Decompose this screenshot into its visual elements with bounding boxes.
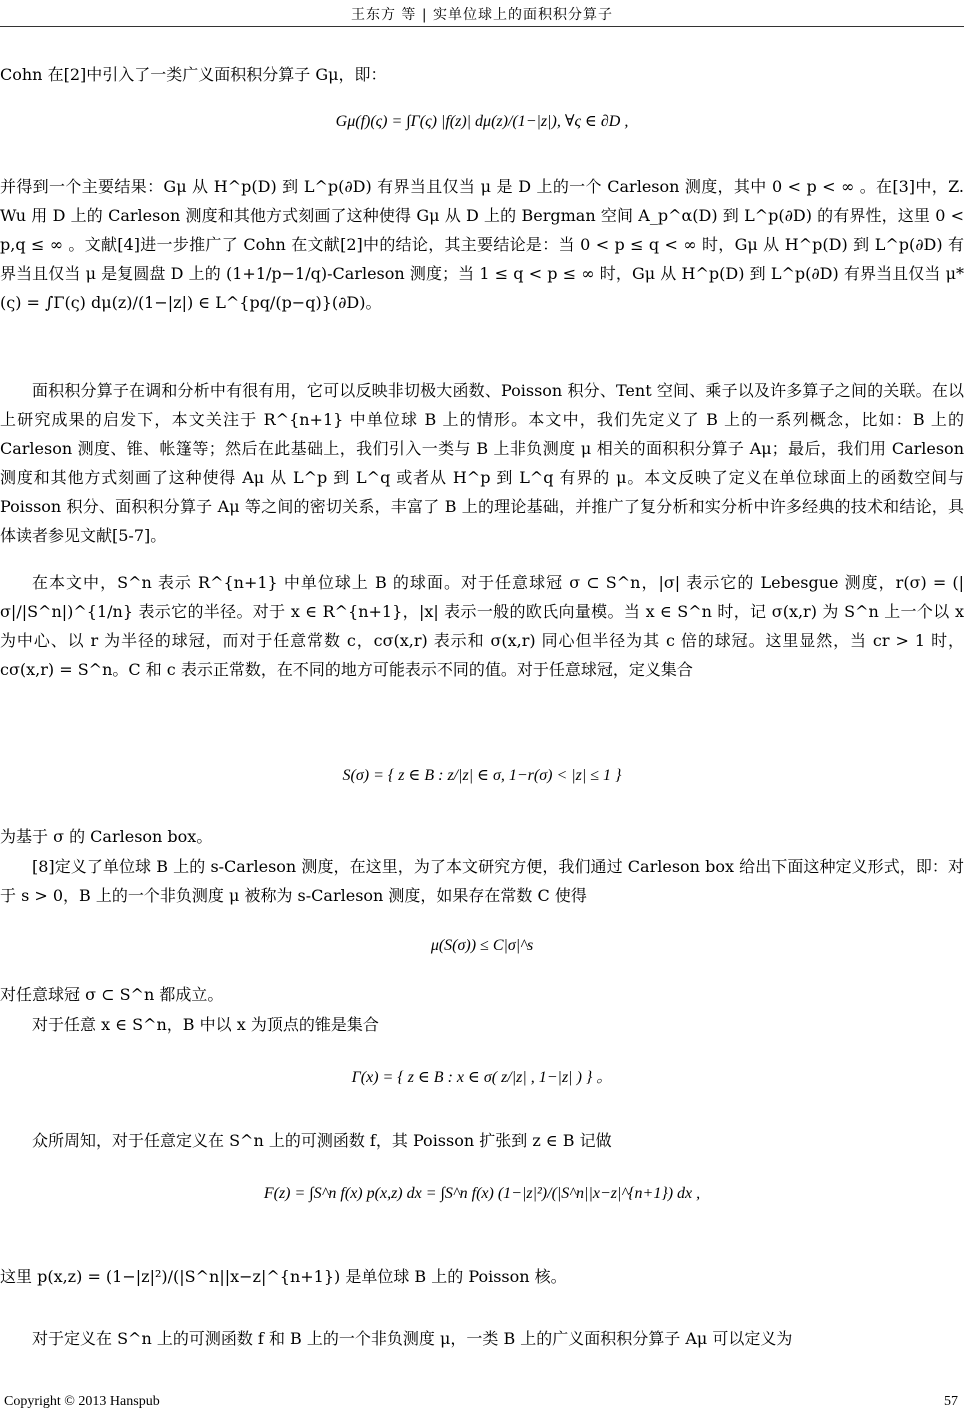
paragraph-for-any-cap: 对任意球冠 σ ⊂ S^n 都成立。 [0, 985, 224, 1004]
paragraph-poisson-kernel: 这里 p(x,z) = (1−|z|²)/(|S^n||x−z|^{n+1}) 是单位球 B 上的 Poisson 核。 [0, 1267, 567, 1286]
paragraph-main-results: 并得到一个主要结果：Gμ 从 H^p(D) 到 L^p(∂D) 有界当且仅当 μ 是 D 上的一个 Carleson 测度，其中 0 < p < ∞ 。在[3]中，Z. Wu 用 D 上的 Carleson 测度和其他方式刻画了这种使得 Gμ 从 D 上的 Bergman 空间 A_p^α(D) 到 L^p(∂D) 的有界性，这里 0 < p,q ≤ ∞ 。文献[4]进一步推广了 Cohn 在文献[2]中的结论，其主要结论是：当 0 < p ≤ q < ∞ 时，Gμ 从 H^p(D) 到 L^p(∂D) 有界当且仅当 μ 是复圆盘 D 上的 (1+1/p−1/q)-Carleson 测度；当 1 ≤ q < p ≤ ∞ 时，Gμ 从 H^p(D) 到 L^p(∂D) 有界当且仅当 μ*(ς) = ∫Γ(ς) dμ(z)/(1−|z|) ∈ L^{pq/(p−q)}(∂D)。 [0, 177, 964, 312]
equation-s-carleson: μ(S(σ)) ≤ C|σ|^s [430, 937, 534, 954]
header-rule [0, 26, 964, 27]
paragraph-poisson: 众所周知，对于任意定义在 S^n 上的可测函数 f，其 Poisson 扩张到 z ∈ B 记做 [32, 1131, 612, 1150]
equation-g-mu: Gμ(f)(ς) = ∫Γ(ς) |f(z)| dμ(z)/(1−|z|), ∀ς ∈ ∂D , [335, 113, 629, 130]
paragraph-carleson-box: 为基于 σ 的 Carleson box。 [0, 827, 213, 846]
paragraph-s-carleson: [8]定义了单位球 B 上的 s-Carleson 测度，在这里，为了本文研究方便，我们通过 Carleson box 给出下面这种定义形式，即：对于 s > 0，B 上的一个非负测度 μ 被称为 s-Carleson 测度，如果存在常数 C 使得 [0, 857, 964, 905]
equation-carleson-box: S(σ) = { z ∈ B : z/|z| ∈ σ, 1−r(σ) < |z| ≤ 1 } [342, 767, 622, 784]
equation-poisson-extension: F(z) = ∫S^n f(x) p(x,z) dx = ∫S^n f(x) (1−|z|²)/(|S^n||x−z|^{n+1}) dx , [263, 1185, 701, 1202]
running-title: 王东方 等 | 实单位球上的面积积分算子 [350, 7, 614, 23]
equation-cone: Γ(x) = { z ∈ B : x ∈ σ( z/|z| , 1−|z| ) } 。 [351, 1069, 613, 1086]
paragraph-a-mu-definition: 对于定义在 S^n 上的可测函数 f 和 B 上的一个非负测度 μ，一类 B 上的广义面积积分算子 Aμ 可以定义为 [32, 1329, 793, 1348]
footer-page-number: 57 [944, 1394, 958, 1409]
paragraph-cohn-intro: Cohn 在[2]中引入了一类广义面积积分算子 Gμ，即： [0, 65, 387, 84]
paragraph-notation: 在本文中，S^n 表示 R^{n+1} 中单位球上 B 的球面。对于任意球冠 σ ⊂ S^n，|σ| 表示它的 Lebesgue 测度，r(σ) = (|σ|/|S^n|)^{1/n} 表示它的半径。对于 x ∈ R^{n+1}，|x| 表示一般的欧氏向量模。当 x ∈ S^n 时，记 σ(x,r) 为 S^n 上一个以 x 为中心、以 r 为半径的球冠，而对于任意常数 c，cσ(x,r) 表示和 σ(x,r) 同心但半径为其 c 倍的球冠。这里显然，当 cr > 1 时，cσ(x,r) = S^n。C 和 c 表示正常数，在不同的地方可能表示不同的值。对于任意球冠，定义集合 [0, 573, 964, 679]
footer-copyright: Copyright © 2013 Hanspub [4, 1394, 160, 1409]
paragraph-area-integral: 面积积分算子在调和分析中有很有用，它可以反映非切极大函数、Poisson 积分、Tent 空间、乘子以及许多算子之间的关联。在以上研究成果的启发下，本文关注于 R^{n+1} 中单位球 B 上的情形。本文中，我们先定义了 B 上的一系列概念，比如：B 上的 Carleson 测度、锥、帐篷等；然后在此基础上，我们引入一类与 B 上非负测度 μ 相关的面积积分算子 Aμ；最后，我们用 Carleson 测度和其他方式刻画了这种使得 Aμ 从 L^p 到 L^q 或者从 H^p 到 L^q 有界的 μ。本文反映了定义在单位球面上的函数空间与 Poisson 积分、面积积分算子 Aμ 等之间的密切关系，丰富了 B 上的理论基础，并推广了复分析和实分析中许多经典的技术和结论，具体读者参见文献[5-7]。 [0, 381, 964, 545]
paragraph-cone: 对于任意 x ∈ S^n，B 中以 x 为顶点的锥是集合 [32, 1015, 379, 1034]
